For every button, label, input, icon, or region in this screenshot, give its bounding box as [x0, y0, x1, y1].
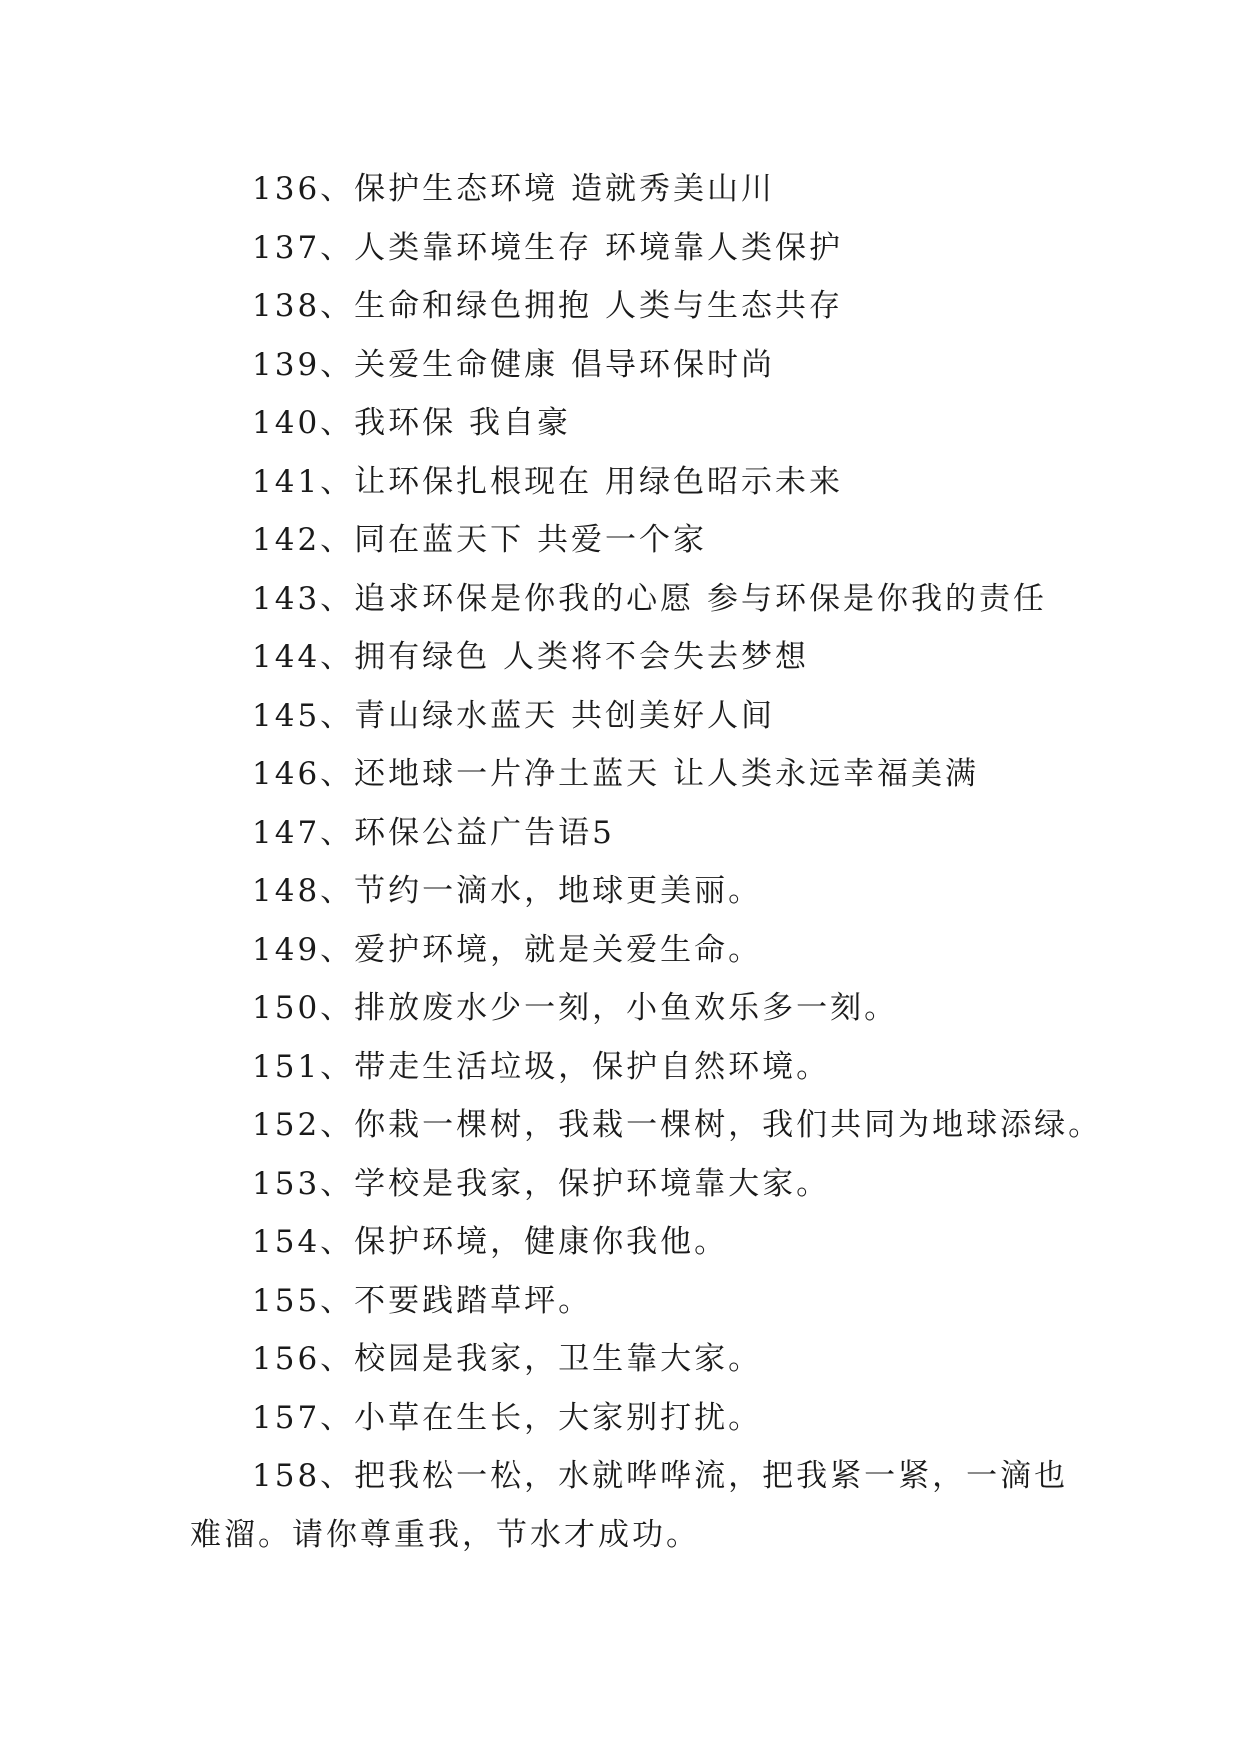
list-item: 153、学校是我家，保护环境靠大家。 [252, 1165, 831, 1202]
list-item: 147、环保公益广告语5 [252, 814, 615, 851]
list-item: 146、还地球一片净土蓝天 让人类永远幸福美满 [252, 756, 980, 792]
list-item: 156、校园是我家，卫生靠大家。 [252, 1341, 763, 1377]
list-item: 136、保护生态环境 造就秀美山川 [252, 171, 776, 207]
list-item: 137、人类靠环境生存 环境靠人类保护 [252, 229, 844, 266]
list-item: 143、追求环保是你我的心愿 参与环保是你我的责任 [252, 580, 1048, 617]
list-item: 151、带走生活垃圾，保护自然环境。 [252, 1048, 831, 1085]
list-item: 154、保护环境，健康你我他。 [252, 1224, 729, 1260]
list-item: 145、青山绿水蓝天 共创美好人间 [252, 697, 776, 734]
list-item: 155、不要践踏草坪。 [252, 1282, 593, 1319]
list-item: 152、你栽一棵树，我栽一棵树，我们共同为地球添绿。 [252, 1107, 1103, 1143]
list-item: 150、排放废水少一刻，小鱼欢乐多一刻。 [252, 990, 899, 1026]
list-item: 141、让环保扎根现在 用绿色昭示未来 [252, 463, 844, 500]
list-item: 148、节约一滴水，地球更美丽。 [252, 873, 763, 909]
list-item: 140、我环保 我自豪 [252, 405, 572, 441]
list-item: 142、同在蓝天下 共爱一个家 [252, 522, 708, 558]
list-item: 157、小草在生长，大家别打扰。 [252, 1399, 763, 1436]
list-item: 138、生命和绿色拥抱 人类与生态共存 [252, 288, 844, 324]
list-item: 139、关爱生命健康 倡导环保时尚 [252, 346, 776, 383]
final-paragraph: 158、把我松一松，水就哗哗流，把我紧一紧，一滴也难溜。请你尊重我，节水才成功。 [190, 1458, 1069, 1553]
list-item: 144、拥有绿色 人类将不会失去梦想 [252, 639, 810, 675]
document-body [190, 160, 1103, 1564]
list-item: 149、爱护环境，就是关爱生命。 [252, 931, 763, 968]
